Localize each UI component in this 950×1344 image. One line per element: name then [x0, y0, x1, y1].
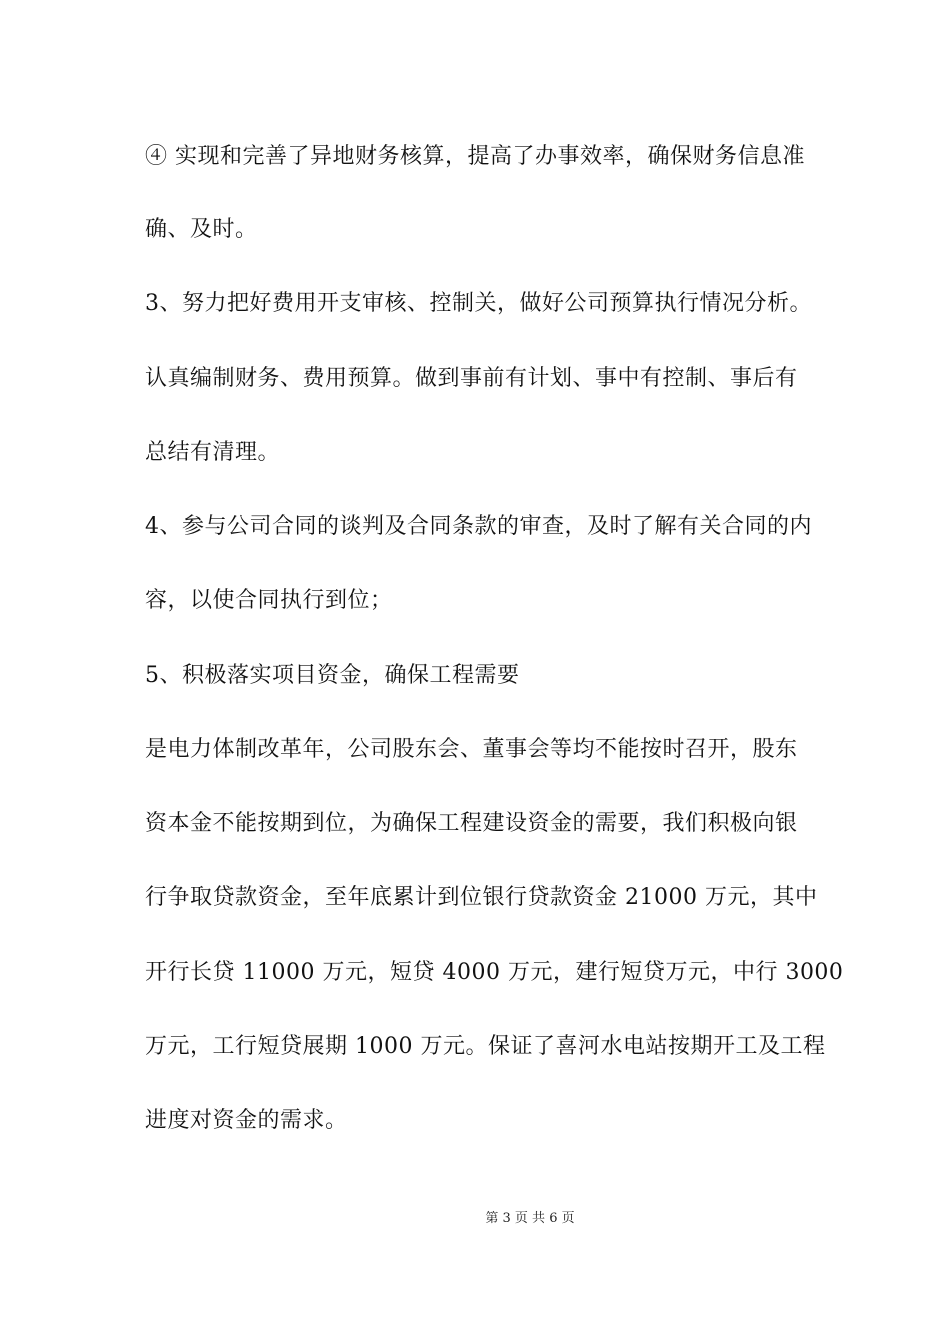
- text-line-6: 4、参与公司合同的谈判及合同条款的审查，及时了解有关合同的内: [145, 514, 812, 539]
- text-line-13: 万元，工行短贷展期 1000 万元。保证了喜河水电站按期开工及工程: [145, 1034, 826, 1059]
- text-line-9: 是电力体制改革年，公司股东会、董事会等均不能按时召开，股东: [145, 737, 798, 762]
- text-line-11: 行争取贷款资金，至年底累计到位银行贷款资金 21000 万元，其中: [145, 885, 818, 910]
- text-line-7: 容，以使合同执行到位；: [145, 588, 393, 613]
- text-line-1: ④ 实现和完善了异地财务核算，提高了办事效率，确保财务信息准: [145, 144, 805, 169]
- text-line-12: 开行长贷 11000 万元，短贷 4000 万元，建行短贷万元，中行 3000: [145, 960, 844, 985]
- text-line-8: 5、积极落实项目资金，确保工程需要: [145, 663, 520, 688]
- text-line-4: 认真编制财务、费用预算。做到事前有计划、事中有控制、事后有: [145, 366, 798, 391]
- page-number-footer: 第 3 页 共 6 页: [485, 1211, 575, 1226]
- text-line-5: 总结有清理。: [145, 440, 281, 465]
- text-line-3: 3、努力把好费用开支审核、控制关，做好公司预算执行情况分析。: [145, 291, 812, 316]
- text-line-2: 确、及时。: [145, 217, 258, 242]
- text-line-10: 资本金不能按期到位，为确保工程建设资金的需要，我们积极向银: [145, 811, 798, 836]
- text-line-14: 进度对资金的需求。: [145, 1108, 348, 1133]
